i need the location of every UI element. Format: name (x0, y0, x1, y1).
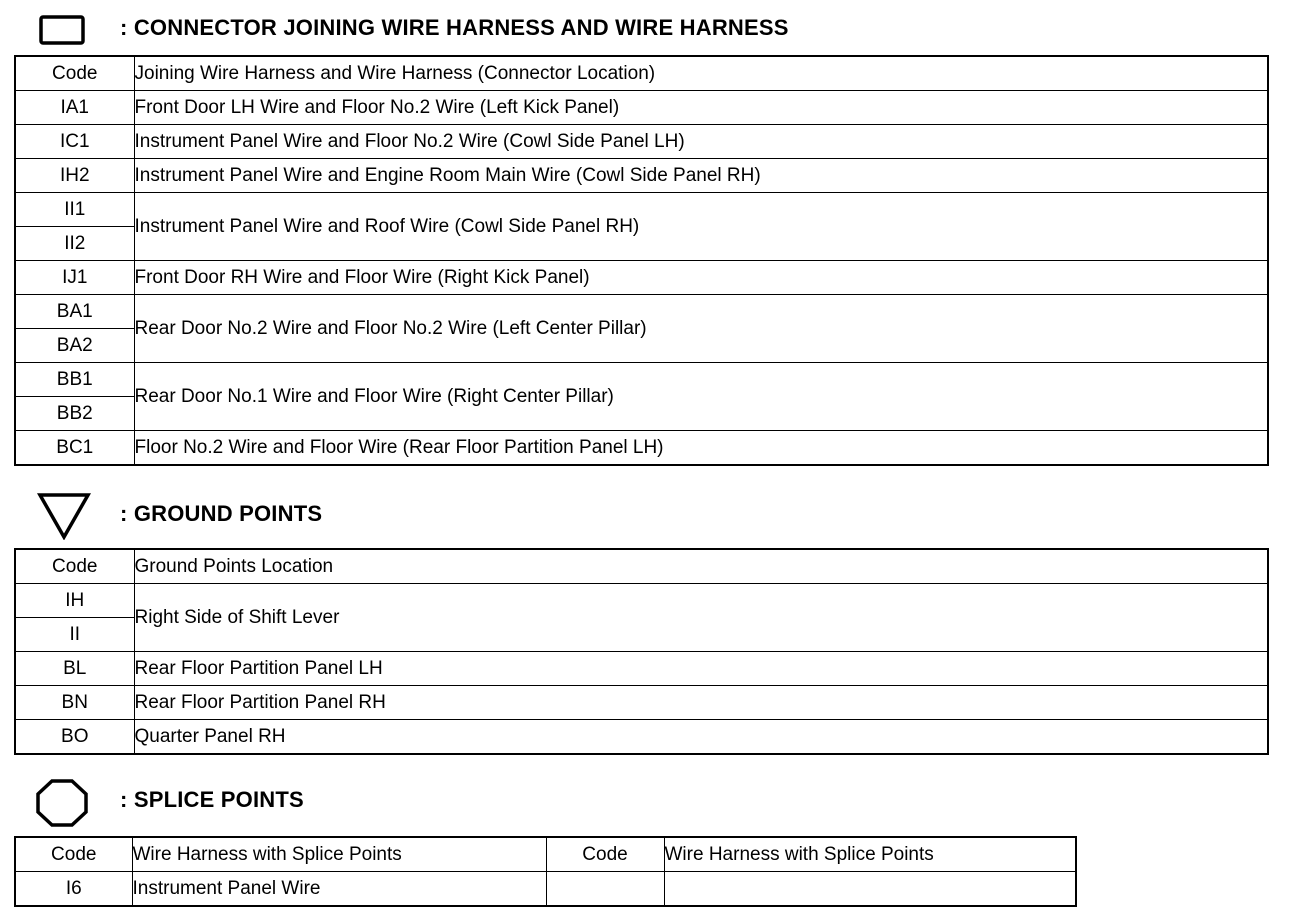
desc-cell: Front Door LH Wire and Floor No.2 Wire (Left Kick Panel) (134, 91, 1268, 125)
header-code: Code (15, 837, 132, 872)
triangle-down-icon (36, 492, 92, 540)
code-cell: BB2 (15, 397, 134, 431)
desc-cell: Instrument Panel Wire and Engine Room Main Wire (Cowl Side Panel RH) (134, 159, 1268, 193)
table-row (15, 159, 1268, 193)
header-desc: Wire Harness with Splice Points (664, 837, 1076, 872)
header-code: Code (15, 549, 134, 584)
connector-section-title: : CONNECTOR JOINING WIRE HARNESS AND WIRE HARNESS (120, 15, 789, 40)
table-row (15, 193, 1268, 227)
code-cell: II (15, 618, 134, 652)
table-row (15, 584, 1268, 618)
table-row (15, 261, 1268, 295)
table-row (15, 720, 1268, 755)
desc-cell: Right Side of Shift Lever (134, 584, 1268, 652)
desc-cell: Instrument Panel Wire (132, 872, 546, 907)
code-cell: BA2 (15, 329, 134, 363)
table-row (15, 431, 1268, 466)
header-desc: Wire Harness with Splice Points (132, 837, 546, 872)
header-desc: Ground Points Location (134, 549, 1268, 584)
desc-cell: Front Door RH Wire and Floor Wire (Right Kick Panel) (134, 261, 1268, 295)
splice-section-title: : SPLICE POINTS (120, 787, 304, 812)
code-cell: IJ1 (15, 261, 134, 295)
desc-cell: Rear Door No.1 Wire and Floor Wire (Right Center Pillar) (134, 363, 1268, 431)
code-cell: BO (15, 720, 134, 755)
code-cell: IH2 (15, 159, 134, 193)
header-code: Code (15, 56, 134, 91)
code-cell: BL (15, 652, 134, 686)
table-row (15, 125, 1268, 159)
connector-table (14, 55, 1269, 466)
table-header-row (15, 56, 1268, 91)
code-cell (546, 872, 664, 907)
desc-cell (664, 872, 1076, 907)
connector-section-heading (0, 6, 1000, 50)
splice-header-row (15, 837, 1076, 872)
ground-points-table (14, 548, 1269, 755)
ground-section-title: : GROUND POINTS (120, 501, 323, 526)
code-cell: BN (15, 686, 134, 720)
code-cell: II1 (15, 193, 134, 227)
desc-cell: Floor No.2 Wire and Floor Wire (Rear Floor Partition Panel LH) (134, 431, 1268, 466)
splice-section-heading (0, 778, 800, 822)
desc-cell: Instrument Panel Wire and Roof Wire (Cowl Side Panel RH) (134, 193, 1268, 261)
desc-cell: Rear Floor Partition Panel RH (134, 686, 1268, 720)
desc-cell: Rear Door No.2 Wire and Floor No.2 Wire (Left Center Pillar) (134, 295, 1268, 363)
octagon-icon (34, 778, 90, 828)
code-cell: BC1 (15, 431, 134, 466)
code-cell: BB1 (15, 363, 134, 397)
header-code: Code (546, 837, 664, 872)
table-row (15, 652, 1268, 686)
table-row (15, 363, 1268, 397)
rectangle-icon (38, 14, 86, 46)
table-row (15, 872, 1076, 907)
code-cell: IA1 (15, 91, 134, 125)
code-cell: II2 (15, 227, 134, 261)
table-row (15, 91, 1268, 125)
code-cell: IH (15, 584, 134, 618)
splice-points-table (14, 836, 1077, 907)
ground-section-heading (0, 492, 800, 536)
code-cell: IC1 (15, 125, 134, 159)
table-row (15, 295, 1268, 329)
desc-cell: Instrument Panel Wire and Floor No.2 Wire (Cowl Side Panel LH) (134, 125, 1268, 159)
desc-cell: Quarter Panel RH (134, 720, 1268, 755)
code-cell: I6 (15, 872, 132, 907)
code-cell: BA1 (15, 295, 134, 329)
header-desc: Joining Wire Harness and Wire Harness (Connector Location) (134, 56, 1268, 91)
table-row (15, 686, 1268, 720)
table-header-row (15, 549, 1268, 584)
desc-cell: Rear Floor Partition Panel LH (134, 652, 1268, 686)
